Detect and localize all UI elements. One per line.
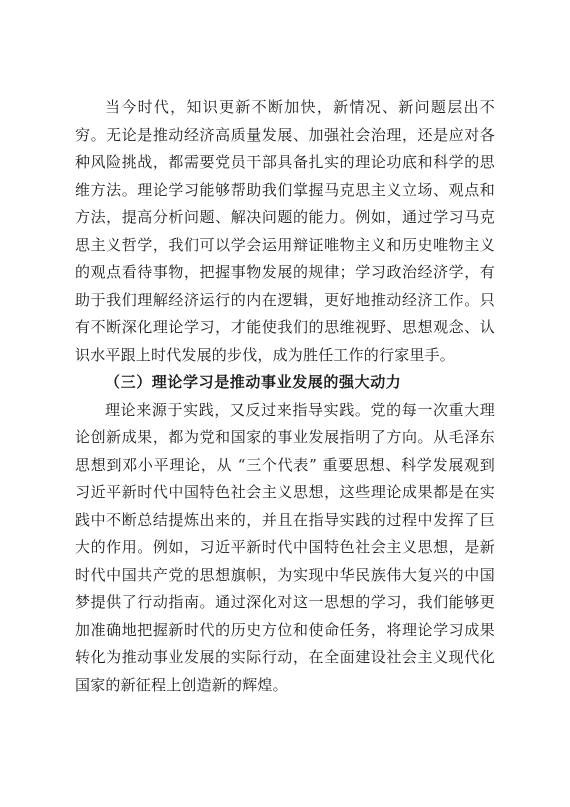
section-heading: （三）理论学习是推动事业发展的强大动力 — [105, 373, 402, 391]
body-paragraph-1: 当今时代，知识更新不断加快，新情况、新问题层出不穷。无论是推动经济高质量发展、加强社会治理，还是应对各种风险挑战，都需要党员干部具备扎实的理论功底和科学的思维方法。理论学习能够帮助我们掌握马克思主义立场、观点和方法，提高分析问题、解决问题的能力。例如，通过学习马克思主义哲学，我们可以学会运用辩证唯物主义和历史唯物主义的观点看待事物，把握事物发展的规律；学习政治经济学，有助于我们理解经济运行的内在逻辑，更好地推动经济工作。只有不断深化理论学习，才能使我们的思维视野、思想观念、认识水平跟上时代发展的步伐，成为胜任工作的行家里手。 — [75, 98, 495, 364]
document-body — [75, 94, 495, 699]
body-paragraph-2: 理论来源于实践，又反过来指导实践。党的每一次重大理论创新成果，都为党和国家的事业发展指明了方向。从毛泽东思想到邓小平理论，从 “三个代表” 重要思想、科学发展观到习近平新时代中国特色社会主义思想，这些理论成果都是在实践中不断总结提炼出来的，并且在指导实践的过程中发挥了巨大的作用。例如，习近平新时代中国特色社会主义思想，是新时代中国共产党的思想旗帜，为实现中华民族伟大复兴的中国梦提供了行动指南。通过深化对这一思想的学习，我们能够更加准确地把握新时代的历史方位和使命任务，将理论学习成果转化为推动事业发展的实际行动，在全面建设社会主义现代化国家的新征程上创造新的辉煌。 — [75, 400, 495, 694]
